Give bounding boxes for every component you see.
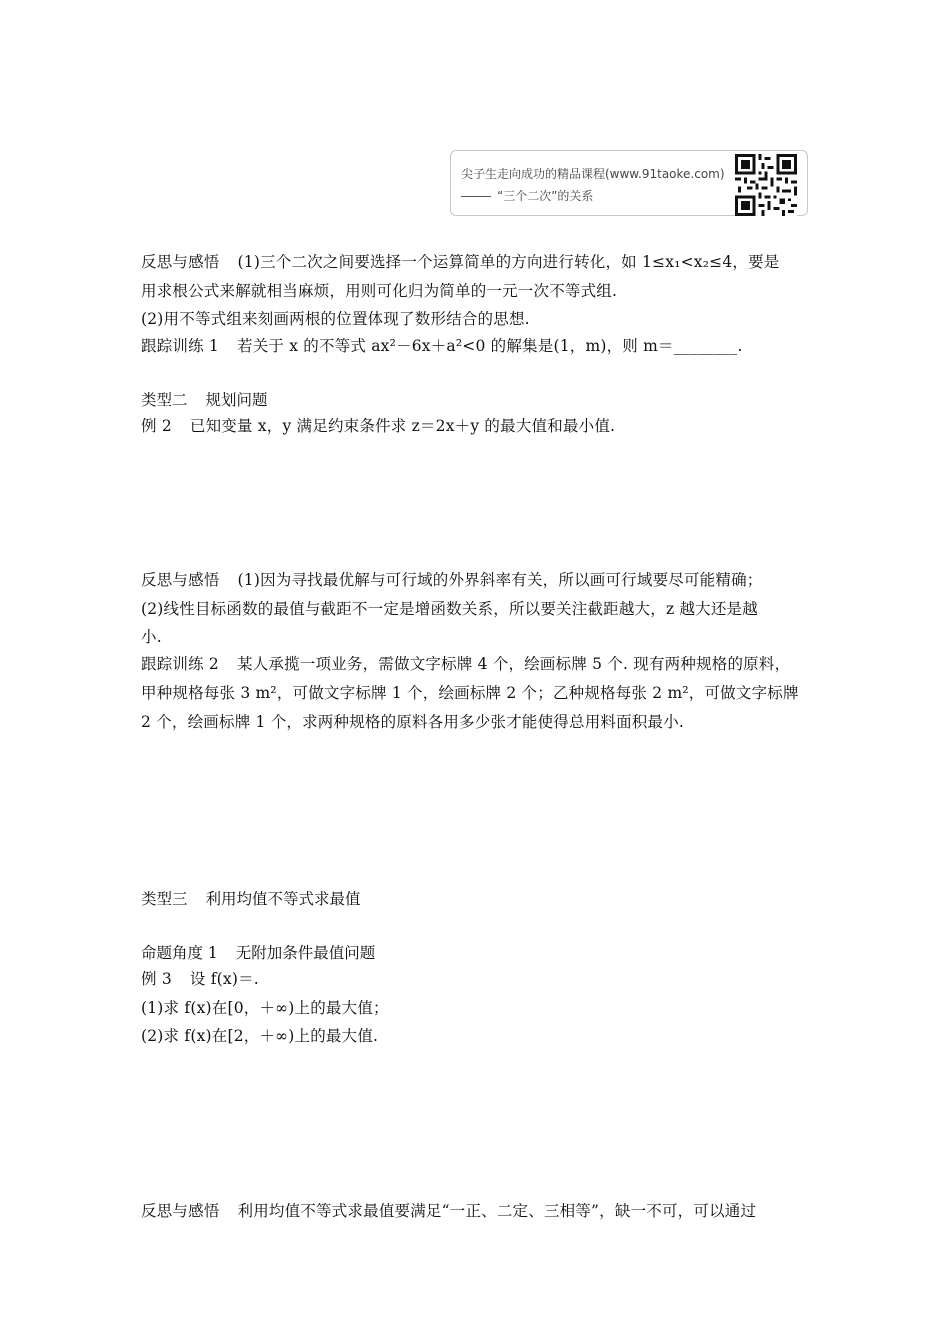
type-2-title: 规划问题 — [205, 391, 268, 409]
example-3-text: 设 f(x)＝. — [189, 970, 259, 988]
type-2-label: 类型二 — [141, 391, 188, 409]
type-3-label: 类型三 — [141, 890, 188, 908]
example-3-question-2: (2)求 f(x)在[2，＋∞)上的最大值. — [141, 1027, 379, 1045]
reflection-3-label: 反思与感悟 — [141, 1202, 220, 1220]
banner-subtitle — [461, 187, 593, 204]
example-2-label: 例 2 — [141, 417, 172, 435]
dash-divider — [461, 196, 491, 197]
training-2-label: 跟踪训练 2 — [141, 655, 219, 673]
example-3 — [141, 969, 259, 989]
reflection-1-label: 反思与感悟 — [141, 253, 220, 271]
qr-code-icon[interactable] — [735, 154, 797, 216]
banner-subtitle-text: “三个二次”的关系 — [497, 189, 594, 203]
section-type-3 — [141, 887, 361, 909]
reflection-2-line-1 — [141, 570, 762, 590]
reflection-3-line-1 — [141, 1201, 756, 1221]
training-2-line-3: 2 个，绘画标牌 1 个，求两种规格的原料各用多少张才能使得总用料面积最小. — [141, 713, 685, 731]
type-3-title: 利用均值不等式求最值 — [205, 890, 361, 908]
reflection-3-text-1: 利用均值不等式求最值要满足“一正、二定、三相等”，缺一不可，可以通过 — [237, 1202, 757, 1220]
proposition-angle-1 — [141, 941, 375, 963]
training-1 — [141, 336, 742, 356]
banner-title: 尖子生走向成功的精品课程(www.91taoke.com) — [461, 167, 725, 181]
example-2 — [141, 416, 615, 436]
reflection-1-line-3: (2)用不等式组来刻画两根的位置体现了数形结合的思想. — [141, 310, 530, 328]
training-2-line-1 — [141, 654, 790, 674]
reflection-1-line-1 — [141, 252, 780, 272]
training-1-label: 跟踪训练 1 — [141, 337, 219, 355]
training-1-text: 若关于 x 的不等式 ax²－6x＋a²<0 的解集是(1，m)，则 m＝________. — [237, 337, 743, 355]
reflection-1-text-1: (1)三个二次之间要选择一个运算简单的方向进行转化，如 1≤x₁<x₂≤4，要是 — [237, 253, 780, 271]
training-2-line-2: 甲种规格每张 3 m²，可做文字标牌 1 个，绘画标牌 2 个；乙种规格每张 2 m²，可做文字标牌 — [141, 684, 799, 702]
reflection-2-line-3: 小. — [141, 628, 162, 646]
example-2-text: 已知变量 x，y 满足约束条件求 z＝2x＋y 的最大值和最小值. — [189, 417, 616, 435]
reflection-2-text-1: (1)因为寻找最优解与可行域的外界斜率有关，所以画可行域要尽可能精确； — [237, 571, 763, 589]
angle-1-title: 无附加条件最值问题 — [235, 944, 376, 962]
angle-1-label: 命题角度 1 — [141, 944, 218, 962]
example-3-question-1: (1)求 f(x)在[0，＋∞)上的最大值； — [141, 999, 389, 1017]
header-banner[interactable] — [450, 150, 808, 216]
example-3-label: 例 3 — [141, 970, 172, 988]
training-2-text-1: 某人承揽一项业务，需做文字标牌 4 个，绘画标牌 5 个. 现有两种规格的原料， — [237, 655, 791, 673]
reflection-1-line-2: 用求根公式来解就相当麻烦，用则可化归为简单的一元一次不等式组. — [141, 282, 618, 300]
reflection-2-label: 反思与感悟 — [141, 571, 220, 589]
reflection-2-line-2: (2)线性目标函数的最值与截距不一定是增函数关系，所以要关注截距越大，z 越大还是越 — [141, 600, 758, 618]
section-type-2 — [141, 388, 268, 410]
